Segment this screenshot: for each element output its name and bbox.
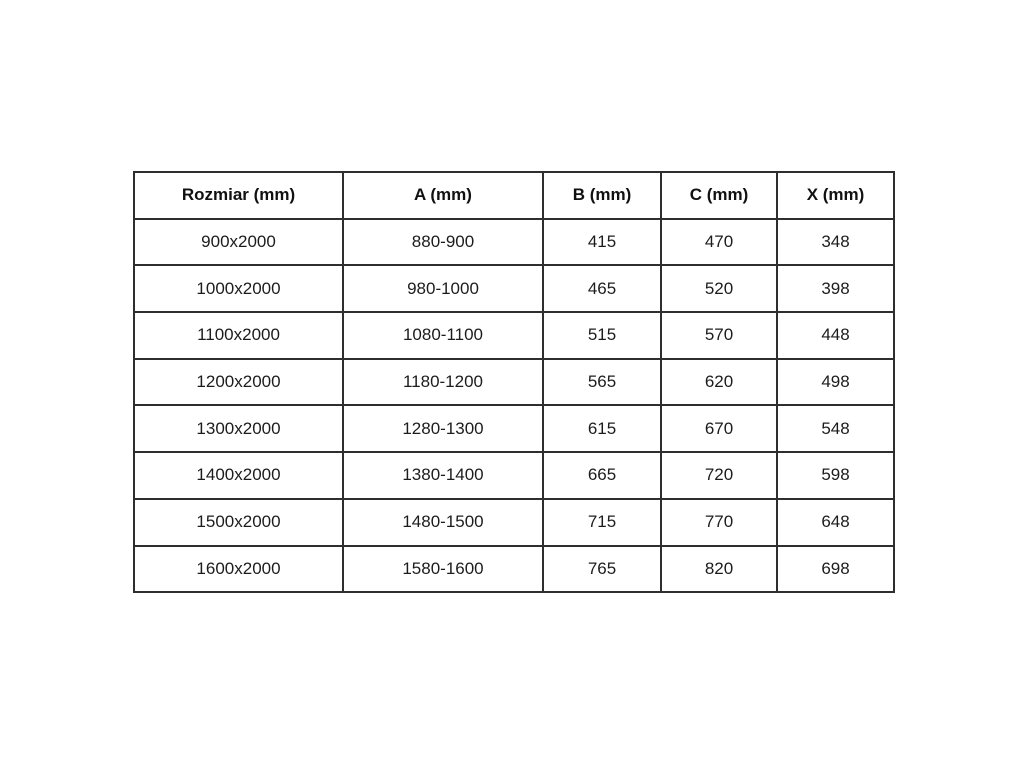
cell-b: 615 [543, 405, 661, 452]
cell-c: 570 [661, 312, 777, 359]
cell-b: 765 [543, 546, 661, 593]
cell-b: 565 [543, 359, 661, 406]
cell-rozmiar: 1200x2000 [134, 359, 343, 406]
cell-a: 1180-1200 [343, 359, 543, 406]
column-header-a: A (mm) [343, 172, 543, 219]
size-table [133, 171, 895, 593]
cell-x: 548 [777, 405, 894, 452]
cell-x: 398 [777, 265, 894, 312]
cell-rozmiar: 1100x2000 [134, 312, 343, 359]
cell-a: 880-900 [343, 219, 543, 266]
size-table-container [133, 171, 895, 593]
cell-c: 770 [661, 499, 777, 546]
cell-a: 1580-1600 [343, 546, 543, 593]
column-header-b: B (mm) [543, 172, 661, 219]
cell-rozmiar: 1500x2000 [134, 499, 343, 546]
cell-b: 665 [543, 452, 661, 499]
cell-x: 698 [777, 546, 894, 593]
cell-x: 648 [777, 499, 894, 546]
cell-c: 820 [661, 546, 777, 593]
cell-rozmiar: 1600x2000 [134, 546, 343, 593]
table-row [134, 219, 894, 266]
cell-x: 348 [777, 219, 894, 266]
cell-a: 1280-1300 [343, 405, 543, 452]
table-row [134, 452, 894, 499]
cell-rozmiar: 900x2000 [134, 219, 343, 266]
table-row [134, 499, 894, 546]
header-row [134, 172, 894, 219]
cell-c: 670 [661, 405, 777, 452]
cell-a: 1480-1500 [343, 499, 543, 546]
cell-a: 980-1000 [343, 265, 543, 312]
table-row [134, 405, 894, 452]
cell-c: 720 [661, 452, 777, 499]
cell-rozmiar: 1400x2000 [134, 452, 343, 499]
cell-b: 715 [543, 499, 661, 546]
cell-b: 465 [543, 265, 661, 312]
table-row [134, 359, 894, 406]
cell-a: 1380-1400 [343, 452, 543, 499]
cell-b: 415 [543, 219, 661, 266]
cell-c: 520 [661, 265, 777, 312]
column-header-x: X (mm) [777, 172, 894, 219]
cell-c: 470 [661, 219, 777, 266]
table-row [134, 312, 894, 359]
cell-x: 448 [777, 312, 894, 359]
cell-b: 515 [543, 312, 661, 359]
column-header-rozmiar: Rozmiar (mm) [134, 172, 343, 219]
cell-a: 1080-1100 [343, 312, 543, 359]
column-header-c: C (mm) [661, 172, 777, 219]
table-row [134, 546, 894, 593]
cell-x: 598 [777, 452, 894, 499]
cell-x: 498 [777, 359, 894, 406]
cell-c: 620 [661, 359, 777, 406]
cell-rozmiar: 1000x2000 [134, 265, 343, 312]
table-row [134, 265, 894, 312]
cell-rozmiar: 1300x2000 [134, 405, 343, 452]
